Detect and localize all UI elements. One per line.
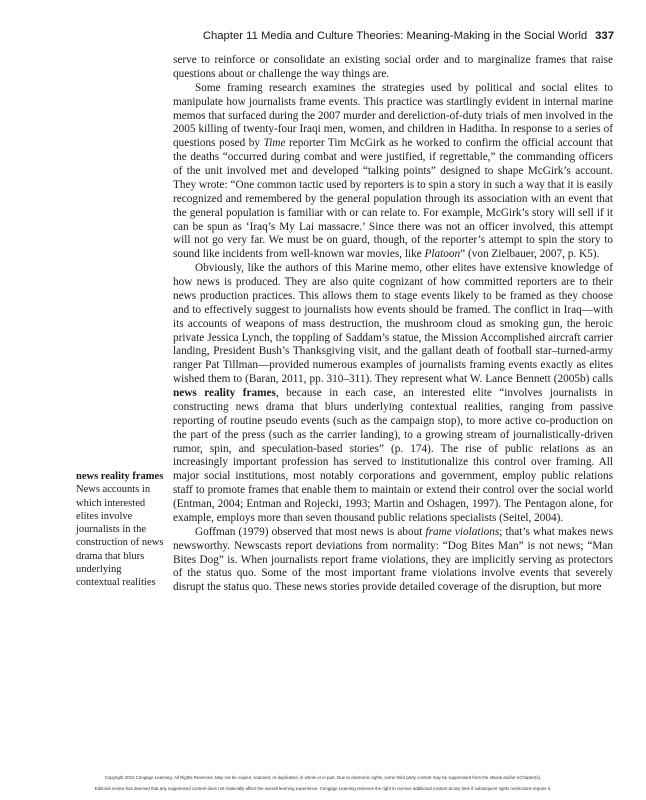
- p2-text-b: reporter Tim McGirk as he worked to confirm the official account that the deaths “occurred during combat and were justified, if regrettable,” the commanding officers of the unit involved met and developed “talking points” designed to shape McGirk’s account. They wrote: “One common tactic used by reporters is to spin a story in such a way that it is easily recognized and remembered by the general population through its association with an event that the general population is familiar with or can relate to. For example, McGirk’s story will sell if it can be spun as ‘Iraq’s My Lai massacre.’ Since there was not an officer involved, this attempt will not go very far. We must be on guard, though, of the reporter’s attempt to spin the story to sound like incidents from well-known war movies, like: [173, 137, 613, 261]
- p3-key-term: news reality frames: [173, 387, 276, 399]
- paragraph-3: [173, 262, 613, 526]
- margin-note: [76, 470, 166, 590]
- paragraph-1: serve to reinforce or consolidate an existing social order and to marginalize frames that raise questions about or challenge the way things are.: [173, 54, 613, 80]
- margin-definition: News accounts in which interested elites involve journalists in the construction of news drama that blurs underlying contextual realities: [76, 484, 164, 589]
- p4-emphasis: frame violations: [425, 525, 500, 538]
- p2-magazine-title: Time: [263, 137, 286, 150]
- main-text: [173, 54, 613, 595]
- page-number: 337: [595, 30, 614, 42]
- p4-text-b: ; that’s what makes news newsworthy. Newscasts report deviations from normality: “Dog Bites Man” is not news; “Man Bites Dog” is. When journalists report frame violations, they are implicitly serving as protectors of the status quo. Some of the most important frame violations involve events that severely disrupt the status quo. These news stories provide detailed coverage of the disruption, but more: [173, 525, 614, 594]
- p2-text-c: ” (von Zielbauer, 2007, p. K5).: [460, 248, 600, 261]
- p4-text-a: Goffman (1979) observed that most news is about: [195, 525, 426, 538]
- p3-text-a: Obviously, like the authors of this Marine memo, other elites have extensive knowledge of how news is produced. They are also quite cognizant of how committed reporters are to their news production practices. This allows them to stage events likely to be framed as they choose and to effectively suggest to journalists how events should be framed. The conflict in Iraq—with its accounts of weapons of mass destruction, the mushroom cloud as smoking gun, the heroic private Jessica Lynch, the toppling of Saddam’s statue, the Mission Accomplished aircraft carrier landing, President Bush’s Thanksgiving visit, and the gallant death of football star–turned-army ranger Pat Tillman—provided numerous examples of journalists framing events exactly as elites wished them to (Baran, 2011, pp. 310–311). They represent what W. Lance Bennett (2005b) calls: [173, 262, 613, 386]
- p2-film-title: Platoon: [424, 248, 461, 261]
- running-title: Chapter 11 Media and Culture Theories: Meaning-Making in the Social World: [202, 30, 588, 42]
- p2-text-a: Some framing research examines the strategies used by political and social elites to manipulate how journalists frame events. This practice was startlingly evident in internal marine memos that surfaced during the 2007 murder and dereliction-of-duty trials of men involved in the 2005 killing of twenty-four Iraqi men, women, and children in Haditha. In response to a series of questions posed by: [173, 81, 613, 150]
- copyright-notice-line-1: Copyright 2010 Cengage Learning. All Rights Reserved. May not be copied, scanned, or duplicated, in whole or in part. Due to electronic rights, some third party content may be suppressed from the eBook and/or eChapter(s).: [104, 775, 542, 780]
- p3-text-b: , because in each case, an interested elite “involves journalists in constructing news drama that blurs underlying contextual realities, ranging from passive reporting of routine pseudo events (such as the campaign stop), to more active co-production on the part of the press (such as the carrier landing), to a growing stream of journalistically-driven rumor, spin, and speculation-based stories” (p. 174). The rise of public relations as an increasingly important profession has served to institutionalize this control over framing. All major social institutions, most notably corporations and government, employ public relations staff to promote frames that enable them to maintain or extend their control over the social world (Entman, 2004; Entman and Rojecki, 1993; Martin and Oshagen, 1997). The Pentagon alone, for example, employs more than seven thousand public relations specialists (Seitel, 2004).: [173, 387, 613, 524]
- margin-term: news reality frames: [76, 471, 164, 482]
- paragraph-2: [173, 82, 613, 262]
- copyright-notice-line-2: Editorial review has deemed that any suppressed content does not materially affect the overall learning experience. Cengage Learning reserves the right to remove additional content at any time if subsequent rights restrictions require it.: [94, 786, 552, 791]
- running-header: [0, 30, 614, 42]
- paragraph-4: [173, 526, 613, 595]
